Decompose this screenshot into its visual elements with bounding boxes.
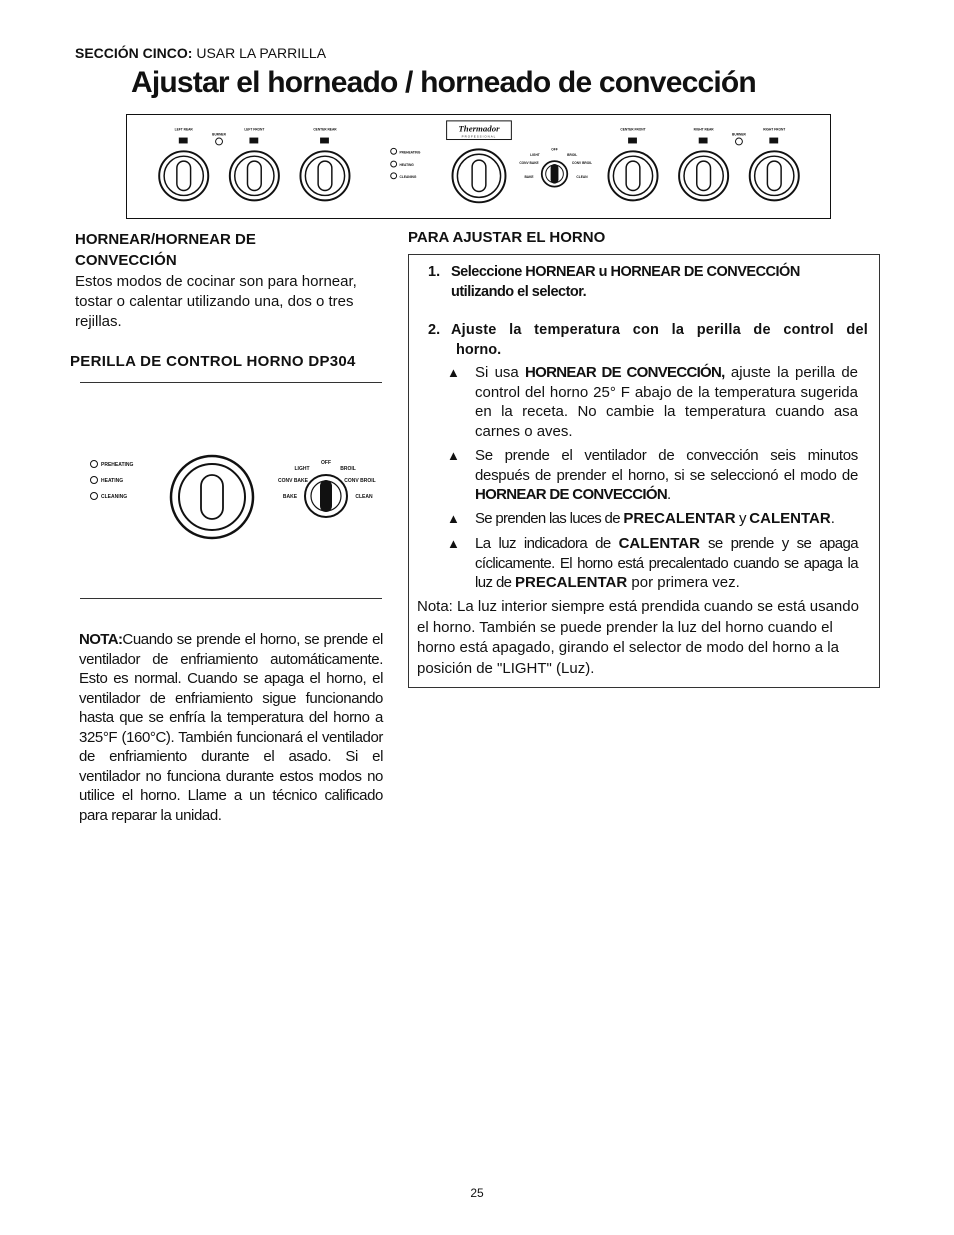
triangle-bullet-icon: ▲ — [447, 536, 460, 551]
step-2-line2: horno. — [456, 342, 502, 358]
section-label: SECCIÓN CINCO: — [75, 45, 193, 61]
svg-text:PROFESSIONAL: PROFESSIONAL — [461, 134, 497, 139]
instructions-box: 1. Seleccione HORNEAR u HORNEAR DE CONVECCIÓN utilizando el selector. 2. Ajuste la temperatura con la perilla de control del horno. ▲ Si usa HORNEAR DE CONVECCIÓN, ajuste la perilla de control del horno 25° F abajo de la temperatura sugerida en la receta. No cambie la temperatura cuando asa carnes o aves. ▲ Se prende el ventilador de convección seis minutos después de prender el horno, si se seleccionó el modo de HORNEAR DE CONVECCIÓN. ▲ Se prenden las luces de PRECALENTAR y CALENTAR. ▲ La luz indicadora de CALENTAR se prende y se apaga cíclicamente. El horno está precalentado cuando se apaga la luz de PRECALENTAR por primera vez. Nota: La luz interior siempre está prendida cuando se está usando el horno. También se puede prender la luz del horno cuando el horno está apagado, girando el selector de modo del horno a la posición de "LIGHT" (Luz). — [408, 254, 880, 688]
light-note: Nota: La luz interior siempre está prendida cuando se está usando el horno. También se puede prender la luz del horno cuando el horno está apagado, girando el selector de modo del horno a la posición de "LIGHT" (Luz). — [417, 598, 859, 677]
bake-heading-line2: CONVECCIÓN — [75, 252, 177, 269]
svg-text:CONV BAKE: CONV BAKE — [277, 478, 309, 484]
svg-text:BROIL: BROIL — [340, 466, 356, 472]
triangle-bullet-icon: ▲ — [447, 511, 460, 526]
svg-text:CONV BAKE: CONV BAKE — [519, 161, 539, 166]
svg-text:LEFT FRONT: LEFT FRONT — [244, 127, 265, 132]
control-panel-figure — [126, 114, 831, 219]
page-title: Ajustar el horneado / horneado de convección — [131, 66, 756, 99]
thermador-logo — [447, 121, 512, 140]
dp304-mode-selector — [278, 460, 376, 517]
svg-text:LIGHT: LIGHT — [294, 466, 310, 472]
bake-heading — [75, 229, 385, 271]
svg-text:CONV BROIL: CONV BROIL — [571, 161, 593, 166]
svg-text:PREHEATING: PREHEATING — [399, 150, 421, 155]
svg-text:BROIL: BROIL — [567, 153, 578, 158]
svg-text:CLEAN: CLEAN — [355, 494, 373, 500]
section-header — [75, 45, 326, 61]
adjust-oven-heading: PARA AJUSTAR EL HORNO — [408, 229, 606, 246]
knob-left-rear — [159, 128, 208, 201]
page-number: 25 — [470, 1186, 484, 1200]
svg-text:LEFT REAR: LEFT REAR — [174, 127, 193, 132]
svg-text:OFF: OFF — [551, 147, 558, 152]
oven-mode-selector — [519, 147, 592, 186]
dp304-oven-knob — [171, 456, 253, 538]
svg-text:HEATING: HEATING — [399, 163, 414, 168]
section-name: USAR LA PARRILLA — [196, 45, 327, 61]
svg-text:HEATING: HEATING — [101, 478, 124, 484]
dp304-knob-figure — [80, 440, 382, 550]
knob-center-front — [608, 128, 657, 201]
svg-text:BAKE: BAKE — [524, 174, 534, 179]
svg-text:BURNER: BURNER — [732, 132, 746, 137]
svg-text:RIGHT REAR: RIGHT REAR — [693, 127, 714, 132]
panel-indicators — [391, 148, 421, 178]
svg-text:RIGHT FRONT: RIGHT FRONT — [763, 127, 786, 132]
knob-right-rear — [679, 128, 728, 201]
step-1: 1. Seleccione HORNEAR u HORNEAR DE CONVECCIÓN utilizando el selector. — [428, 262, 868, 302]
dp304-svg — [80, 440, 382, 550]
step-1-line2: utilizando el selector. — [451, 284, 587, 300]
burner-indicator-left — [212, 133, 226, 145]
nota-label: NOTA: — [79, 631, 123, 648]
knob-right-front — [750, 128, 799, 201]
knob-heading: PERILLA DE CONTROL HORNO DP304 — [70, 353, 356, 370]
svg-text:BURNER: BURNER — [212, 132, 226, 137]
svg-text:PREHEATING: PREHEATING — [101, 462, 134, 468]
svg-text:CENTER REAR: CENTER REAR — [313, 127, 337, 132]
divider-top — [80, 382, 382, 383]
svg-text:BAKE: BAKE — [282, 494, 298, 500]
oven-temperature-knob — [453, 149, 506, 202]
triangle-bullet-icon: ▲ — [447, 365, 460, 380]
knob-center-rear — [300, 128, 349, 201]
svg-text:CLEANING: CLEANING — [399, 174, 417, 179]
svg-text:OFF: OFF — [321, 460, 331, 466]
svg-text:CONV BROIL: CONV BROIL — [344, 478, 376, 484]
bake-heading-line1: HORNEAR/HORNEAR DE — [75, 231, 256, 248]
svg-text:CLEANING: CLEANING — [101, 494, 128, 500]
knob-left-front — [230, 128, 279, 201]
nota-paragraph — [79, 630, 383, 825]
nota-text: Cuando se prende el horno, se prende el ventilador de enfriamiento automáticamente. Esto es normal. Cuando se apaga el horno, el ventilador de enfriamiento sigue funcionando hasta que se enfría la temperatura del horno a 325°F (160°C). También funcionará el ventilador de enfriamiento durante el asado. Si el ventilador no funciona durante estos modos no utilice el horno. Llame a un técnico calificado para reparar la unidad. — [79, 631, 383, 824]
burner-indicator-right — [732, 133, 746, 145]
step-2-line1: Ajuste la temperatura con la perilla de control del — [451, 322, 868, 338]
svg-text:CENTER FRONT: CENTER FRONT — [620, 127, 646, 132]
svg-text:CLEAN: CLEAN — [576, 174, 588, 179]
dp304-indicators — [91, 461, 134, 501]
bake-intro: Estos modos de cocinar son para hornear, tostar o calentar utilizando una, dos o tres rejillas. — [75, 273, 357, 330]
svg-text:LIGHT: LIGHT — [530, 153, 540, 158]
control-panel-svg — [127, 115, 830, 218]
step-1-line1: Seleccione HORNEAR u HORNEAR DE CONVECCIÓN — [451, 264, 800, 280]
triangle-bullet-icon: ▲ — [447, 448, 460, 463]
step-2: 2. Ajuste la temperatura con la perilla de control del horno. — [428, 322, 868, 358]
divider-bottom — [80, 598, 382, 599]
svg-text:Thermador: Thermador — [458, 123, 500, 134]
